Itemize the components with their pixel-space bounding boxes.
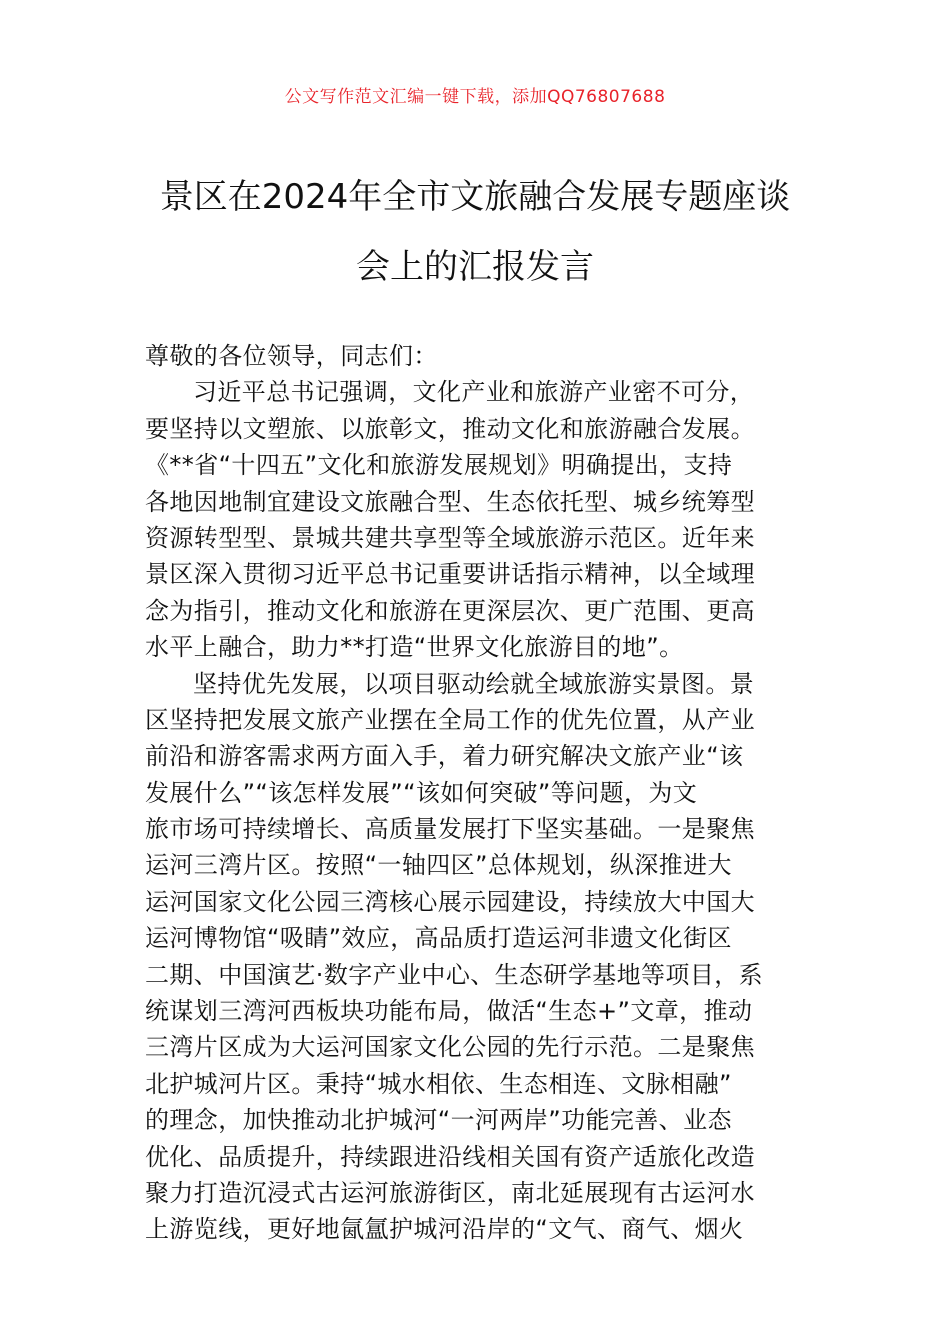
paragraph-line: 习近平总书记强调，文化产业和旅游产业密不可分， xyxy=(193,378,755,407)
paragraph-line: 统谋划三湾河西板块功能布局，做活“生态+”文章，推动 xyxy=(145,997,753,1026)
paragraph-line: 三湾片区成为大运河国家文化公园的先行示范。二是聚焦 xyxy=(145,1033,755,1062)
paragraph-line: 旅市场可持续增长、高质量发展打下坚实基础。一是聚焦 xyxy=(145,815,755,844)
paragraph-line: 景区深入贯彻习近平总书记重要讲话指示精神，以全域理 xyxy=(145,560,755,589)
paragraph-line: 《**省“十四五”文化和旅游发展规划》明确提出，支持 xyxy=(145,451,733,480)
paragraph-line: 要坚持以文塑旅、以旅彰文，推动文化和旅游融合发展。 xyxy=(145,414,755,443)
document-title-line-1: 景区在2024年全市文旅融合发展专题座谈 xyxy=(159,177,791,217)
paragraph-line: 区坚持把发展文旅产业摆在全局工作的优先位置，从产业 xyxy=(145,705,755,734)
paragraph-line: 发展什么”“该怎样发展”“该如何突破”等问题，为文 xyxy=(145,778,698,807)
paragraph-line: 二期、中国演艺·数字产业中心、生态研学基地等项目，系 xyxy=(145,960,764,989)
paragraph-line: 各地因地制宜建设文旅融合型、生态依托型、城乡统筹型 xyxy=(145,487,755,516)
paragraph-line: 上游览线，更好地氤氲护城河沿岸的“文气、商气、烟火 xyxy=(145,1215,744,1244)
paragraph-line: 北护城河片区。秉持“城水相依、生态相连、文脉相融” xyxy=(145,1069,732,1098)
salutation: 尊敬的各位领导，同志们： xyxy=(145,342,438,370)
paragraph-line: 运河三湾片区。按照“一轴四区”总体规划，纵深推进大 xyxy=(145,851,732,880)
paragraph-line: 坚持优先发展，以项目驱动绘就全域旅游实景图。景 xyxy=(193,669,755,698)
document-body xyxy=(145,338,810,1248)
paragraph-line: 前沿和游客需求两方面入手，着力研究解决文旅产业“该 xyxy=(145,742,744,771)
paragraph-line: 念为指引，推动文化和旅游在更深层次、更广范围、更高 xyxy=(145,596,755,625)
paragraph-line: 水平上融合，助力**打造“世界文化旅游目的地”。 xyxy=(145,633,684,662)
promo-banner-link[interactable]: 公文写作范文汇编一键下载，添加QQ76807688 xyxy=(284,87,666,107)
paragraph-line: 聚力打造沉浸式古运河旅游街区，南北延展现有古运河水 xyxy=(145,1178,755,1207)
paragraph-line: 运河国家文化公园三湾核心展示园建设，持续放大中国大 xyxy=(145,887,755,916)
paragraph-line: 资源转型型、景城共建共享型等全域旅游示范区。近年来 xyxy=(145,523,755,552)
paragraph-line: 运河博物馆“吸睛”效应，高品质打造运河非遗文化街区 xyxy=(145,924,732,953)
paragraph-line: 的理念，加快推动北护城河“一河两岸”功能完善、业态 xyxy=(145,1106,732,1135)
document-title-line-2: 会上的汇报发言 xyxy=(356,247,594,287)
paragraph-line: 优化、品质提升，持续跟进沿线相关国有资产适旅化改造 xyxy=(145,1142,755,1171)
